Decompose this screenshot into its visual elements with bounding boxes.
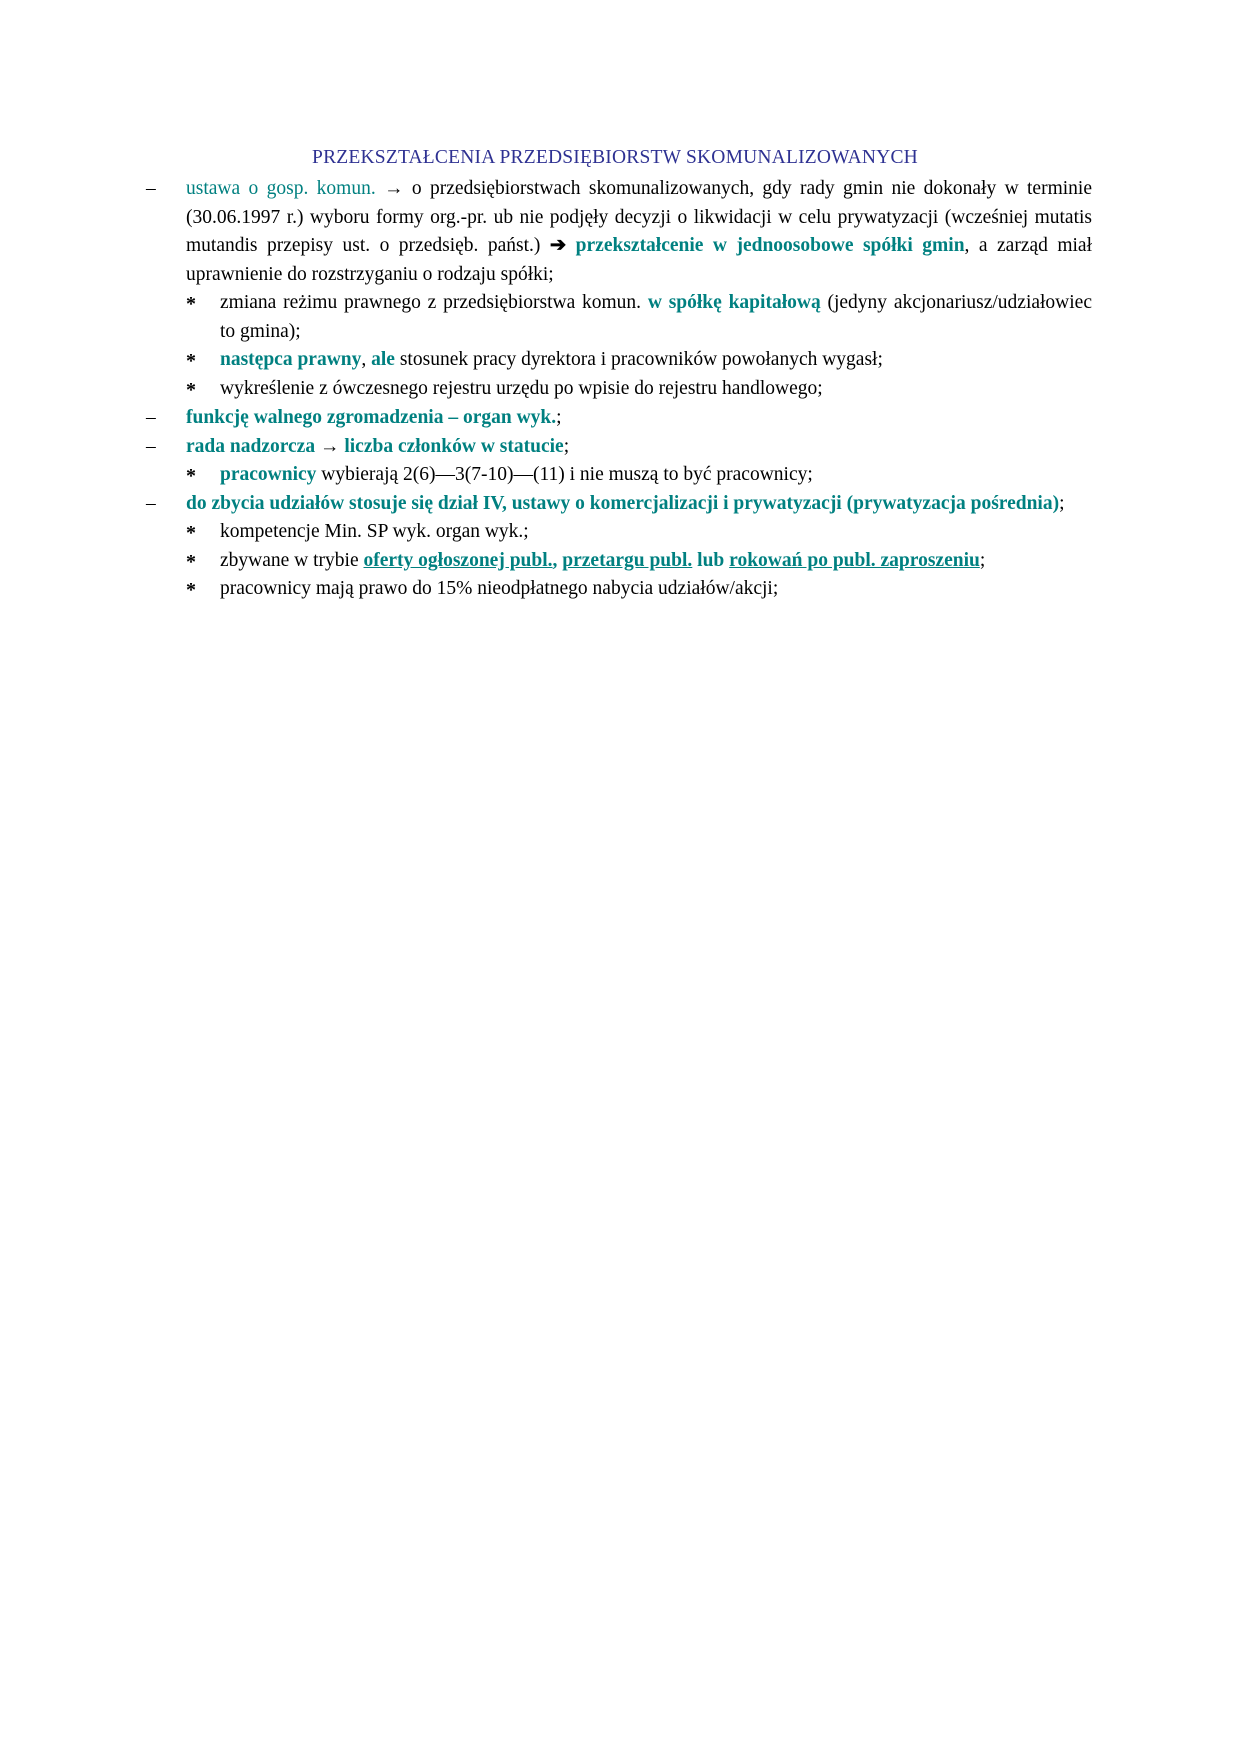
dash-bullet: – xyxy=(146,435,156,457)
text-run: zbywane w trybie xyxy=(220,549,364,571)
text-run: (jedyny akcjonariusz/udziałowiec to gmina); xyxy=(220,292,1092,342)
document-body xyxy=(140,175,1092,604)
highlight-text: rada nadzorcza xyxy=(186,435,316,457)
text-run: , xyxy=(552,549,563,571)
highlight-text: ale xyxy=(371,349,395,370)
document-title: PRZEKSZTAŁCENIA PRZEDSIĘBIORSTW SKOMUNALIZOWANYCH xyxy=(312,147,918,168)
list-item-zbycie xyxy=(140,490,1092,519)
sub-item-nastepca xyxy=(140,346,1092,375)
star-bullet: * xyxy=(186,550,196,573)
text-run: → xyxy=(315,435,345,457)
text-run: → o przedsiębiorstwach skomunalizowanych, gdy rady gmin nie dokonały w terminie (30.06.1997 r.) wyboru formy org.-pr. ub nie podjęły decyzji o likwidacji w celu prywatyzacji (wcześniej mutatis mutandis przepisy ust. o przedsięb. państ.) xyxy=(186,178,1092,256)
text-run: , xyxy=(361,349,372,370)
highlight-text: przekształcenie w jednoosobowe spółki gmin xyxy=(566,235,965,256)
text-run: stosunek pracy dyrektora i pracowników powołanych wygasł; xyxy=(394,349,883,370)
star-bullet: * xyxy=(186,522,196,544)
star-bullet: * xyxy=(186,293,196,315)
list-item-ustawa xyxy=(140,175,1092,289)
text-run: ; xyxy=(556,407,562,428)
sub-item-prawo-pracownikow xyxy=(140,575,1092,604)
text-run: ; xyxy=(1059,492,1065,514)
list-item-funkcje xyxy=(140,404,1092,433)
text-run: wykreślenie z ówczesnego rejestru urzędu po wpisie do rejestru handlowego; xyxy=(220,377,823,399)
text-run: pracownicy mają prawo do 15% nieodpłatnego nabycia udziałów/akcji; xyxy=(220,578,779,599)
sub-item-kompetencje xyxy=(140,518,1092,547)
dash-bullet: – xyxy=(146,407,156,428)
highlight-text: liczba członków w statucie xyxy=(344,435,564,457)
highlight-text: funkcję walnego zgromadzenia – organ wyk. xyxy=(186,407,557,428)
text-run: lub xyxy=(692,549,730,571)
highlight-text: następca prawny xyxy=(220,349,362,370)
highlight-text: pracownicy xyxy=(220,464,317,485)
sub-item-pracownicy xyxy=(140,461,1092,490)
sub-item-wykreslenie xyxy=(140,375,1092,404)
arrow-icon: ➔ xyxy=(549,235,567,256)
mode-link: przetargu publ. xyxy=(562,549,693,571)
text-run: kompetencje Min. SP wyk. organ wyk.; xyxy=(220,521,529,542)
list-item-rada xyxy=(140,433,1092,462)
star-bullet: * xyxy=(186,579,196,601)
star-bullet: * xyxy=(186,350,196,372)
text-run: , a zarząd miał uprawnienie do rozstrzyganiu o rodzaju spółki; xyxy=(186,235,1092,285)
dash-bullet: – xyxy=(146,492,156,514)
mode-link: oferty ogłoszonej publ. xyxy=(363,549,553,571)
star-bullet: * xyxy=(186,378,196,401)
dash-bullet: – xyxy=(146,178,156,199)
sub-item-zbywane xyxy=(140,547,1092,576)
highlight-text: w spółkę kapitałową xyxy=(647,292,821,313)
sub-item-zmiana xyxy=(140,289,1092,346)
text-run: ; xyxy=(979,549,986,571)
text-run: ; xyxy=(563,435,570,457)
star-bullet: * xyxy=(186,465,196,487)
highlight-text: do zbycia udziałów stosuje się dział IV, ustawy o komercjalizacji i prywatyzacji (prywatyzacja pośrednia) xyxy=(186,492,1060,514)
text-run: zmiana reżimu prawnego z przedsiębiorstwa komun. xyxy=(220,292,648,313)
law-reference: ustawa o gosp. komun. xyxy=(186,178,376,199)
mode-link: rokowań po publ. zaproszeniu xyxy=(729,549,980,571)
text-run: wybierają 2(6)—3(7-10)—(11) i nie muszą to być pracownicy; xyxy=(316,464,813,485)
